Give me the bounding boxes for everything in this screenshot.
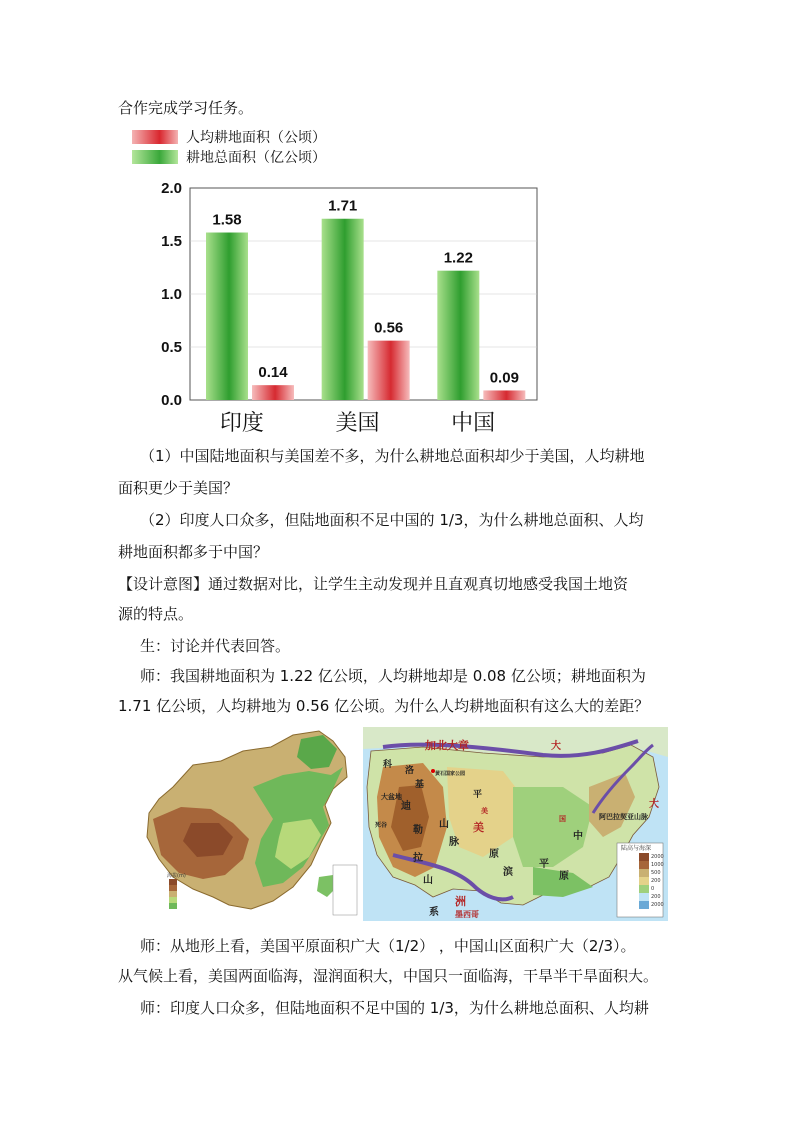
- usa-map-legend-level: 2000: [651, 902, 664, 908]
- data-label-total-area: 1.22: [443, 249, 473, 267]
- usa-map-label-ping2: 平: [539, 859, 549, 870]
- usa-map-image: [363, 727, 668, 921]
- usa-map-label-ping: 平: [473, 790, 483, 800]
- usa-map-label-canada: 加北大章: [425, 739, 469, 752]
- usa-map-legend-level: 200: [651, 878, 661, 884]
- china-topographic-map: [133, 727, 361, 921]
- y-tick-label: 0.5: [161, 339, 182, 356]
- usa-map-label-guo: 国: [559, 815, 566, 823]
- usa-map-legend-title: 陆高与海深: [621, 845, 652, 852]
- usa-map-label-mei2: 美: [473, 821, 484, 834]
- data-label-per-capita: 0.56: [374, 319, 404, 337]
- usa-map-legend-level: 2000: [651, 854, 664, 860]
- usa-map-label-shan: 山: [439, 819, 449, 830]
- data-label-per-capita: 0.14: [258, 364, 288, 382]
- bar-per-capita: [252, 385, 294, 400]
- question-1-line-2: 面积更少于美国？: [118, 479, 239, 497]
- usa-map-legend-level: 200: [651, 894, 661, 900]
- usa-map-label-bin: 滨: [503, 867, 513, 878]
- bar-per-capita: [483, 390, 525, 400]
- usa-map-label-di: 迪: [401, 801, 411, 812]
- usa-map-label-shan2: 山: [423, 875, 433, 886]
- design-intent-tag: 【设计意图】: [118, 575, 209, 593]
- usa-map-label-mexico: 墨西哥: [455, 910, 479, 919]
- data-label-total-area: 1.71: [328, 197, 358, 215]
- bar-total-area: [322, 219, 364, 400]
- chart-legend-item-green: [132, 150, 326, 166]
- bar-total-area: [437, 271, 479, 400]
- usa-map-legend-level: 500: [651, 870, 661, 876]
- usa-map-label-si: 死谷: [375, 822, 388, 829]
- usa-map-label-le: 勒: [413, 825, 423, 836]
- usa-map-label-zhou: 洲: [455, 895, 466, 908]
- teacher-2-line-1: 师：从地形上看，美国平原面积广大（1/2） ，中国山区面积广大（2/3）。: [140, 937, 636, 955]
- category-label: 美国: [335, 411, 380, 436]
- bar-total-area: [206, 233, 248, 400]
- usa-map-label-yuan: 原: [489, 849, 499, 860]
- category-label: 印度: [219, 411, 264, 436]
- chart-legend-item-red: [132, 130, 326, 146]
- usa-map-label-park: 黄石国家公园: [435, 771, 466, 777]
- china-map-legend-title: 海拔(m): [167, 873, 186, 879]
- teacher-line-1: 师：我国耕地面积为 1.22 亿公顷，人均耕地却是 0.08 亿公顷；耕地面积为: [140, 667, 646, 685]
- usa-map-label-ke: 科: [383, 760, 393, 770]
- usa-map-label-mai: 脉: [449, 837, 459, 848]
- design-intent-line-2: 源的特点。: [118, 605, 194, 623]
- y-tick-label: 2.0: [161, 180, 182, 197]
- usa-map-label-yuan2: 原: [559, 871, 569, 882]
- y-tick-label: 0.0: [161, 392, 182, 409]
- usa-map-legend-level: 0: [651, 886, 655, 892]
- intro-text: 合作完成学习任务。: [118, 99, 254, 117]
- teacher-3-line-1: 师：印度人口众多，但陆地面积不足中国的 1/3，为什么耕地总面积、人均耕: [140, 999, 649, 1017]
- china-map-image: [133, 727, 361, 921]
- category-label: 中国: [451, 411, 496, 436]
- usa-map-label-da: 大: [551, 741, 561, 752]
- teacher-line-2: 1.71 亿公顷，人均耕地为 0.56 亿公顷。为什么人均耕地面积有这么大的差距？: [118, 697, 650, 715]
- legend-label-red: 人均耕地面积（公顷）: [186, 130, 326, 146]
- usa-map-label-xi: 系: [429, 907, 439, 918]
- design-intent-line-1: [118, 574, 628, 594]
- usa-map-label-app: 阿巴拉契亚山脉: [599, 813, 648, 821]
- legend-swatch-green: [132, 150, 178, 164]
- data-label-per-capita: 0.09: [489, 369, 519, 387]
- y-tick-label: 1.0: [161, 286, 182, 303]
- usa-topographic-map: [363, 727, 668, 921]
- usa-map-label-mei: 美: [481, 807, 488, 815]
- design-intent-text: 通过数据对比，让学生主动发现并且直观真切地感受我国土地资: [208, 575, 629, 593]
- student-answer: 生：讨论并代表回答。: [140, 637, 291, 655]
- question-1-line-1: （1）中国陆地面积与美国差不多，为什么耕地总面积却少于美国，人均耕地: [140, 447, 645, 465]
- question-2-line-2: 耕地面积都多于中国？: [118, 543, 269, 561]
- legend-swatch-red: [132, 130, 178, 144]
- bar-chart: [140, 178, 540, 438]
- y-tick-label: 1.5: [161, 233, 182, 250]
- usa-map-label-da2: 大: [649, 799, 659, 810]
- usa-map-label-luo: 洛: [405, 766, 415, 776]
- data-label-total-area: 1.58: [212, 211, 242, 229]
- usa-map-legend-level: 1000: [651, 862, 664, 868]
- teacher-2-line-2: 从气候上看，美国两面临海，湿润面积大，中国只一面临海，干旱半干旱面积大。: [118, 967, 659, 985]
- question-2-line-1: （2）印度人口众多，但陆地面积不足中国的 1/3，为什么耕地总面积、人均: [140, 511, 644, 529]
- usa-map-label-da_pen: 大盆地: [381, 793, 402, 801]
- usa-map-label-la: 拉: [413, 853, 423, 864]
- bar-per-capita: [368, 341, 410, 400]
- usa-map-label-zhong: 中: [573, 831, 583, 842]
- usa-map-label-ji: 基: [415, 780, 425, 790]
- legend-label-green: 耕地总面积（亿公顷）: [186, 150, 326, 166]
